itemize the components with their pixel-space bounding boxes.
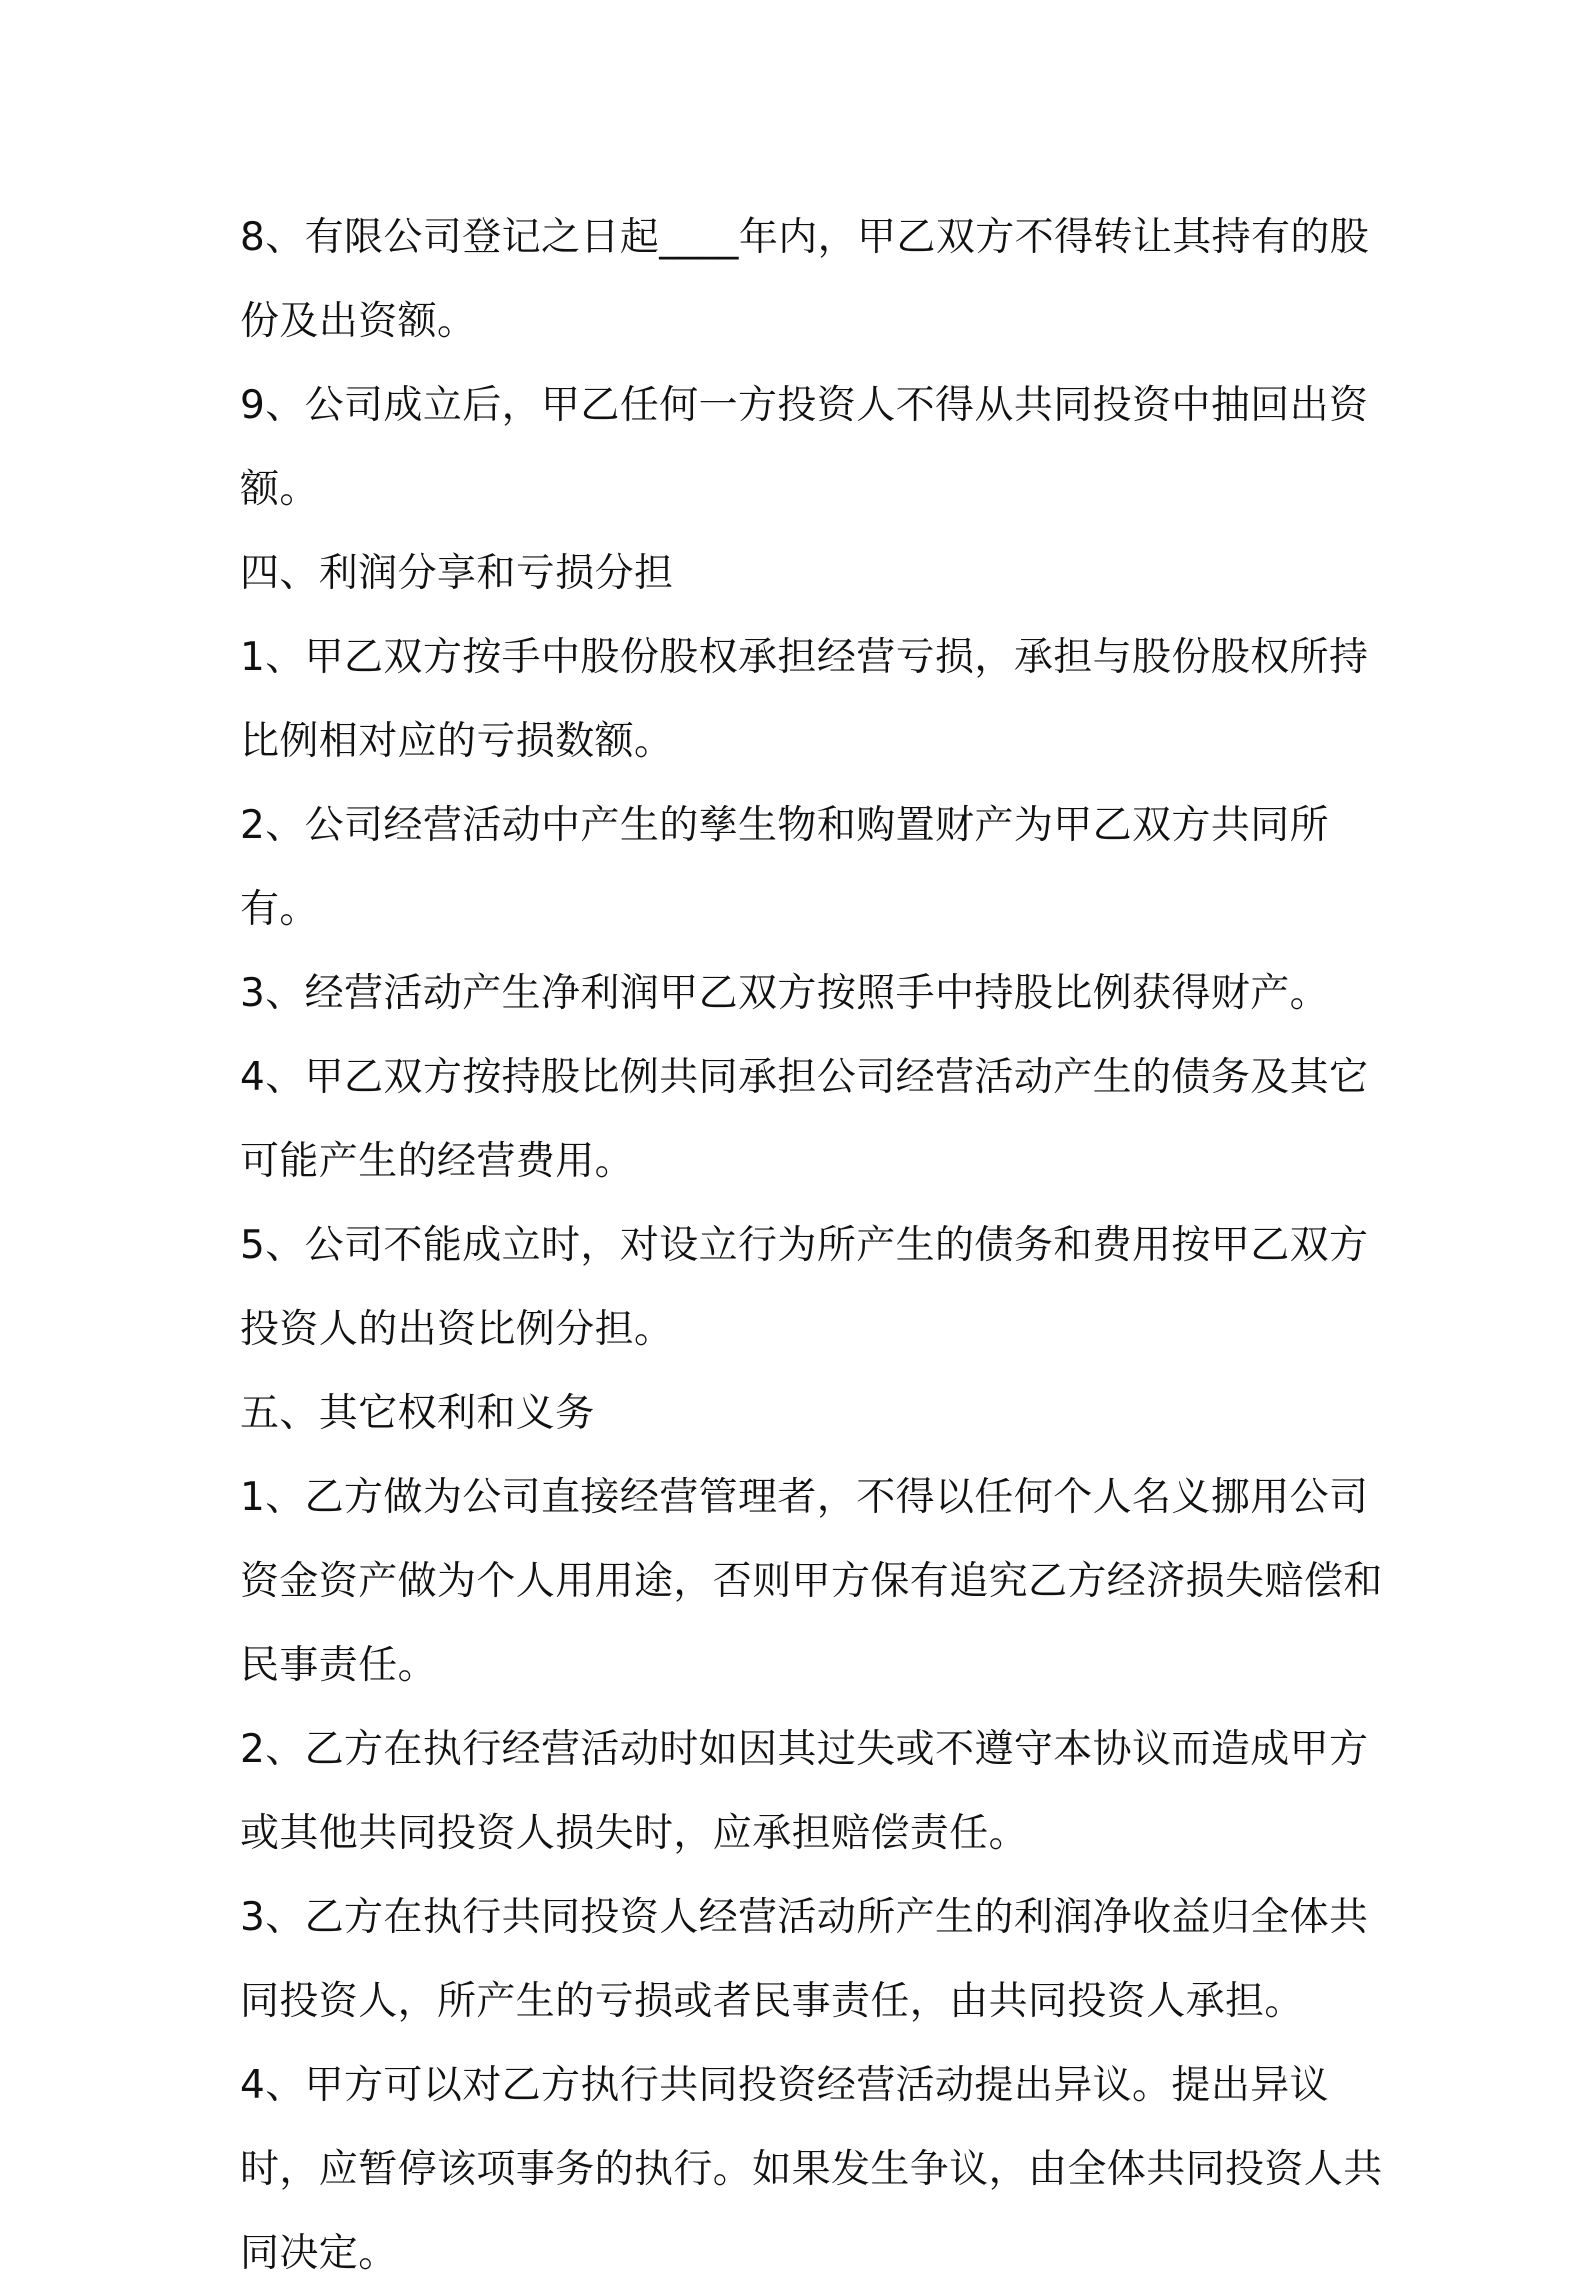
section-heading-other-rights: 五、其它权利和义务 — [240, 1391, 595, 1436]
paragraph-1-loss-sharing: 1、甲乙双方按手中股份股权承担经营亏损，承担与股份股权所持比例相对应的亏损数额。 — [240, 635, 1369, 764]
paragraph-5-failure-costs: 5、公司不能成立时，对设立行为所产生的债务和费用按甲乙双方投资人的出资比例分担。 — [240, 1223, 1369, 1352]
paragraph-4-objection: 4、甲方可以对乙方执行共同投资经营活动提出异议。提出异议时，应暂停该项事务的执行。如果发生争议，由全体共同投资人共同决定。 — [240, 2063, 1383, 2276]
paragraph-1-no-misappropriation: 1、乙方做为公司直接经营管理者，不得以任何个人名义挪用公司资金资产做为个人用用途，否则甲方保有追究乙方经济损失赔偿和民事责任。 — [240, 1475, 1383, 1688]
document-body — [240, 196, 1390, 2296]
paragraph-2-joint-property: 2、公司经营活动中产生的孳生物和购置财产为甲乙双方共同所有。 — [240, 803, 1330, 932]
paragraph-3-profit-attribution: 3、乙方在执行共同投资人经营活动所产生的利润净收益归全体共同投资人，所产生的亏损或者民事责任，由共同投资人承担。 — [240, 1895, 1369, 2024]
paragraph-3-net-profit: 3、经营活动产生净利润甲乙双方按照手中持股比例获得财产。 — [240, 971, 1330, 1016]
paragraph-4-debt-sharing: 4、甲乙双方按持股比例共同承担公司经营活动产生的债务及其它可能产生的经营费用。 — [240, 1055, 1369, 1184]
paragraph-8-transfer-restriction: 8、有限公司登记之日起____年内，甲乙双方不得转让其持有的股份及出资额。 — [240, 215, 1370, 344]
section-heading-profit-loss: 四、利润分享和亏损分担 — [240, 551, 674, 596]
paragraph-9-no-withdrawal: 9、公司成立后，甲乙任何一方投资人不得从共同投资中抽回出资额。 — [240, 383, 1369, 512]
paragraph-2-compensation: 2、乙方在执行经营活动时如因其过失或不遵守本协议而造成甲方或其他共同投资人损失时，应承担赔偿责任。 — [240, 1727, 1369, 1856]
